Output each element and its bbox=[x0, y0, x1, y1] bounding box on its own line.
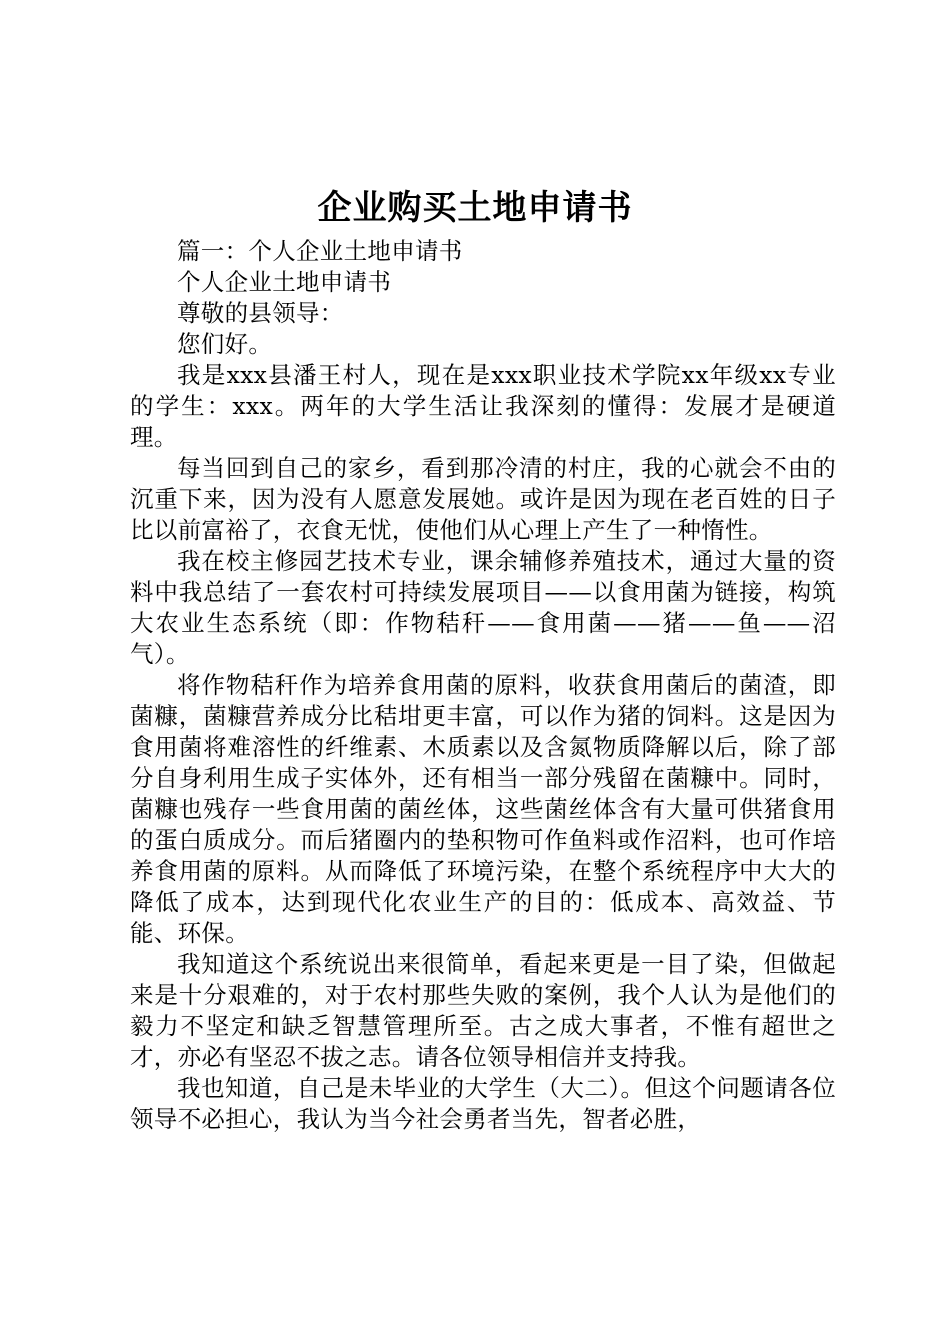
paragraph: 我也知道，自己是未毕业的大学生（大二）。但这个问题请各位领导不必担心，我认为当今社会勇者当先，智者必胜， bbox=[130, 1074, 836, 1133]
paragraph: 将作物秸秆作为培养食用菌的原料，收获食用菌后的菌渣，即菌糠，菌糠营养成分比秸坩更丰富，可以作为猪的饲料。这是因为食用菌将难溶性的纤维素、木质素以及含氮物质降解以后，除了部分自身利用生成子实体外，还有相当一部分残留在菌糠中。同时，菌糠也残存一些食用菌的菌丝体，这些菌丝体含有大量可供猪食用的蛋白质成分。而后猪圈内的垫积物可作鱼料或作沼料，也可作培养食用菌的原料。从而降低了环境污染，在整个系统程序中大大的降低了成本，达到现代化农业生产的目的：低成本、高效益、节能、环保。 bbox=[130, 671, 836, 947]
letter-title: 个人企业土地申请书 bbox=[177, 268, 392, 296]
document-body bbox=[130, 236, 836, 1135]
paragraph: 我在校主修园艺技术专业，课余辅修养殖技术，通过大量的资料中我总结了一套农村可持续发展项目——以食用菌为链接，构筑大农业生态系统（即：作物秸秆——食用菌——猪——鱼——沼气）。 bbox=[130, 547, 836, 668]
paragraph: 每当回到自己的家乡，看到那冷清的村庄，我的心就会不由的沉重下来，因为没有人愿意发展她。或许是因为现在老百姓的日子比以前富裕了，衣食无忧，使他们从心理上产生了一种惰性。 bbox=[130, 454, 836, 544]
greeting: 您们好。 bbox=[177, 330, 273, 358]
paragraph: 我知道这个系统说出来很简单，看起来更是一目了染，但做起来是十分艰难的，对于农村那些失败的案例，我个人认为是他们的毅力不坚定和缺乏智慧管理所至。古之成大事者，不惟有超世之才，亦必有坚忍不拔之志。请各位领导相信并支持我。 bbox=[130, 950, 836, 1071]
salutation: 尊敬的县领导： bbox=[177, 299, 344, 327]
document-title: 企业购买土地申请书 bbox=[317, 188, 633, 228]
paragraph: 我是xxx县潘王村人，现在是xxx职业技术学院xx年级xx专业的学生：xxx。两年的大学生活让我深刻的懂得：发展才是硬道理。 bbox=[130, 361, 836, 451]
section-heading: 篇一：个人企业土地申请书 bbox=[177, 237, 463, 265]
